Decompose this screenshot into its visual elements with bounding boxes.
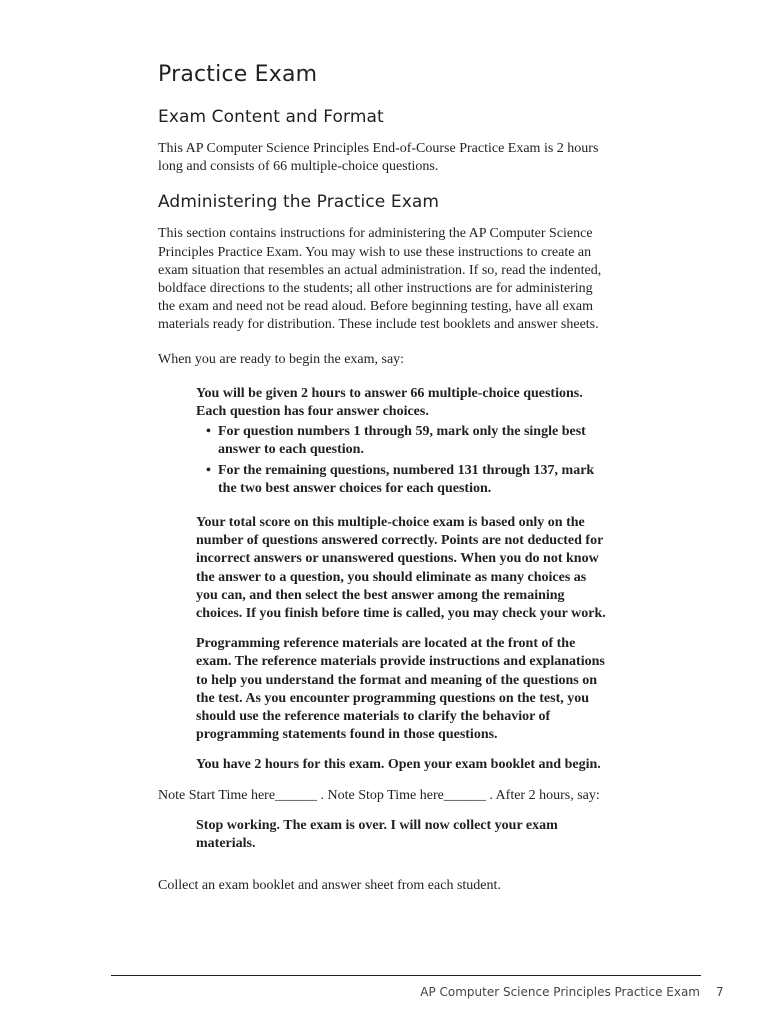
page-number: 7 (716, 985, 724, 999)
script-stop: Stop working. The exam is over. I will now collect your exam materials. (196, 817, 558, 852)
footer-divider (111, 975, 701, 976)
script-scoring: Your total score on this multiple-choice exam is based only on the number of questions answered correctly. Points are not deducted for incorrect answers or unanswered questions. When you do not know the answer to a question, you should eliminate as many choices as you can, and then select the best answer among the remaining choices. If you finish before time is called, you may check your work. (196, 515, 606, 622)
list-item: • For the remaining questions, numbered 131 through 137, mark the two best answer choices for each question. (196, 462, 608, 498)
footer-title: AP Computer Science Principles Practice Exam (420, 985, 700, 999)
page-title: Practice Exam (158, 62, 318, 87)
timing-note: Note Start Time here______ . Note Stop Time here______ . After 2 hours, say: (158, 787, 600, 803)
section-heading-administering: Administering the Practice Exam (158, 192, 440, 213)
script-begin: You have 2 hours for this exam. Open your exam booklet and begin. (196, 757, 601, 773)
answer-instructions-list (158, 423, 608, 498)
exam-content-paragraph: This AP Computer Science Principles End-of-Course Practice Exam is 2 hours long and consists of 66 multiple-choice questions. (158, 141, 599, 175)
script-reference-materials: Programming reference materials are located at the front of the exam. The reference materials provide instructions and explanations to help you understand the format and meaning of the questions on the test. As you encounter programming questions on the test, you should use the reference materials to clarify the behavior of programming statements found in those questions. (196, 636, 605, 743)
section-heading-exam-content: Exam Content and Format (158, 107, 384, 127)
list-item: • For question numbers 1 through 59, mark only the single best answer to each question. (196, 423, 608, 459)
ready-instruction: When you are ready to begin the exam, say: (158, 351, 405, 367)
administering-paragraph: This section contains instructions for administering the AP Computer Science Principles Practice Exam. You may wish to use these instructions to create an exam situation that resembles an actual administration. If so, read the indented, boldface directions to the students; all other instructions are for administering the exam and need not be read aloud. Before beginning testing, have all exam materials ready for distribution. These include test booklets and answer sheets. (158, 226, 602, 333)
page-content (158, 62, 608, 896)
collect-instruction: Collect an exam booklet and answer sheet from each student. (158, 878, 501, 894)
script-intro: You will be given 2 hours to answer 66 multiple-choice questions. Each question has four answer choices. (196, 385, 583, 420)
